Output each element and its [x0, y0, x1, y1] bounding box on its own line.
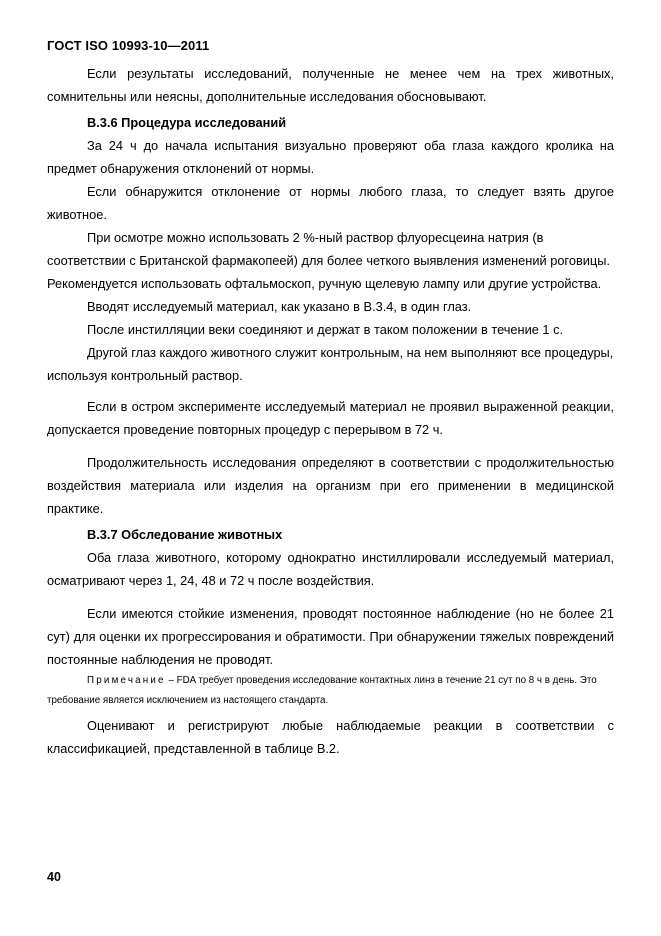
note-text: – FDA требует проведения исследование контактных линз в течение 21 сут по 8 ч в день. Это требование является исключением из настоящего стандарта.: [47, 675, 597, 706]
paragraph: После инстилляции веки соединяют и держат в таком положении в течение 1 с.: [87, 322, 564, 337]
paragraph: При осмотре можно использовать 2 %-ный раствор флуоресцеина натрия (в соответствии с Британской фармакопеей) для более четкого выявления изменений роговицы. Рекомендуется использовать офтальмоскоп, ручную щелевую лампу или другие устройства.: [47, 230, 610, 291]
note: [47, 671, 614, 711]
paragraph: Если обнаружится отклонение от нормы любого глаза, то следует взять другое животное.: [47, 184, 614, 222]
document-body: [47, 62, 614, 760]
section-heading-b36: В.3.6 Процедура исследований: [87, 115, 287, 130]
paragraph: Если имеются стойкие изменения, проводят постоянное наблюдение (но не более 21 сут) для оценки их прогрессирования и обратимости. При обнаружении тяжелых повреждений постоянные наблюдения не проводят.: [47, 606, 614, 667]
paragraph: Другой глаз каждого животного служит контрольным, на нем выполняют все процедуры, используя контрольный раствор.: [47, 345, 614, 383]
paragraph: Продолжительность исследования определяют в соответствии с продолжительностью воздействия материала или изделия на организм при его применении в медицинской практике.: [47, 455, 614, 516]
paragraph: Оценивают и регистрируют любые наблюдаемые реакции в соответствии с классификацией, представленной в таблице В.2.: [47, 718, 614, 756]
paragraph: За 24 ч до начала испытания визуально проверяют оба глаза каждого кролика на предмет обнаружения отклонений от нормы.: [47, 138, 614, 176]
paragraph: Если результаты исследований, полученные не менее чем на трех животных, сомнительны или неясны, дополнительные исследования обосновывают.: [47, 66, 614, 104]
paragraph: Вводят исследуемый материал, как указано в В.3.4, в один глаз.: [87, 299, 472, 314]
note-label: Примечание: [87, 675, 166, 686]
paragraph: Если в остром эксперименте исследуемый материал не проявил выраженной реакции, допускается проведение повторных процедур с перерывом в 72 ч.: [47, 399, 614, 437]
document-header: ГОСТ ISO 10993-10—2011: [47, 38, 210, 53]
paragraph: Оба глаза животного, которому однократно инстиллировали исследуемый материал, осматривают через 1, 24, 48 и 72 ч после воздействия.: [47, 550, 614, 588]
section-heading-b37: В.3.7 Обследование животных: [87, 527, 283, 542]
page-number: 40: [47, 870, 61, 884]
